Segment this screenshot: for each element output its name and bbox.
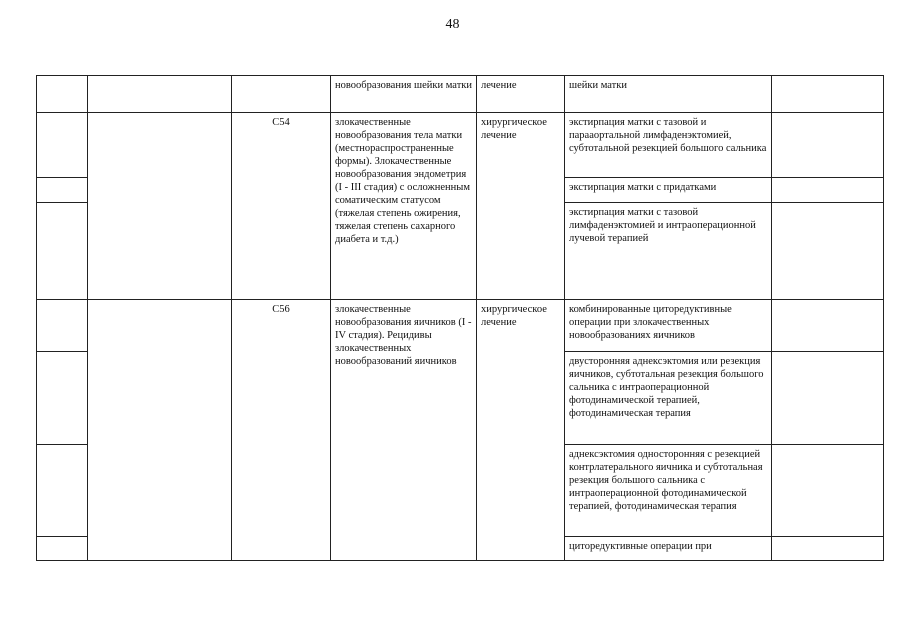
page-number: 48: [445, 17, 460, 32]
table-cell: [37, 445, 88, 537]
table-cell: [772, 352, 884, 445]
table-cell: [232, 76, 331, 113]
treatment-cell: лечение: [477, 76, 565, 113]
method-cell: циторедуктивные операции при: [565, 537, 772, 561]
method-cell: экстирпация матки с придатками: [565, 178, 772, 203]
treatment-cell: хирургическое лечение: [477, 113, 565, 300]
diagnosis-cell: злокачественные новообразования яичников (I - IV стадия). Рецидивы злокачественных новообразований яичников: [331, 300, 477, 561]
table-cell: [88, 113, 232, 300]
table-cell: [772, 445, 884, 537]
diagnosis-cell: злокачественные новообразования тела матки (местнораспространенные формы). Злокачественные новообразования эндометрия (I - III стадия) с осложненным соматическим статусом (тяжелая степень ожирения, тяжелая степень сахарного диабета и т.д.): [331, 113, 477, 300]
diagnosis-cell: новообразования шейки матки: [331, 76, 477, 113]
table-cell: [772, 113, 884, 178]
table-cell: [772, 300, 884, 352]
table-cell: [37, 352, 88, 445]
table-cell: [772, 178, 884, 203]
table-cell: [772, 537, 884, 561]
table-cell: [88, 76, 232, 113]
table-cell: [772, 76, 884, 113]
table-row: [37, 300, 884, 352]
method-cell: аднексэктомия односторонняя с резекцией контрлатерального яичника и субтотальная резекция большого сальника с интраоперационной фотодинамической терапией, фотодинамическая терапия: [565, 445, 772, 537]
treatment-cell: хирургическое лечение: [477, 300, 565, 561]
method-cell: шейки матки: [565, 76, 772, 113]
method-cell: экстирпация матки с тазовой и парааортальной лимфаденэктомией, субтотальной резекцией большого сальника: [565, 113, 772, 178]
table-cell: [37, 300, 88, 352]
code-cell: C54: [232, 113, 331, 300]
table-row: [37, 76, 884, 113]
table-cell: [37, 113, 88, 178]
table-cell: [772, 203, 884, 300]
procedures-table: [36, 75, 884, 561]
table-cell: [37, 76, 88, 113]
method-cell: комбинированные циторедуктивные операции при злокачественных новообразованиях яичников: [565, 300, 772, 352]
method-cell: экстирпация матки с тазовой лимфаденэктомией и интраоперационной лучевой терапией: [565, 203, 772, 300]
table-cell: [37, 178, 88, 203]
table-row: [37, 113, 884, 178]
table-cell: [37, 203, 88, 300]
code-cell: C56: [232, 300, 331, 561]
table-cell: [37, 537, 88, 561]
table-cell: [88, 300, 232, 561]
method-cell: двусторонняя аднексэктомия или резекция яичников, субтотальная резекция большого сальника с интраоперационной фотодинамической терапией, фотодинамическая терапия: [565, 352, 772, 445]
